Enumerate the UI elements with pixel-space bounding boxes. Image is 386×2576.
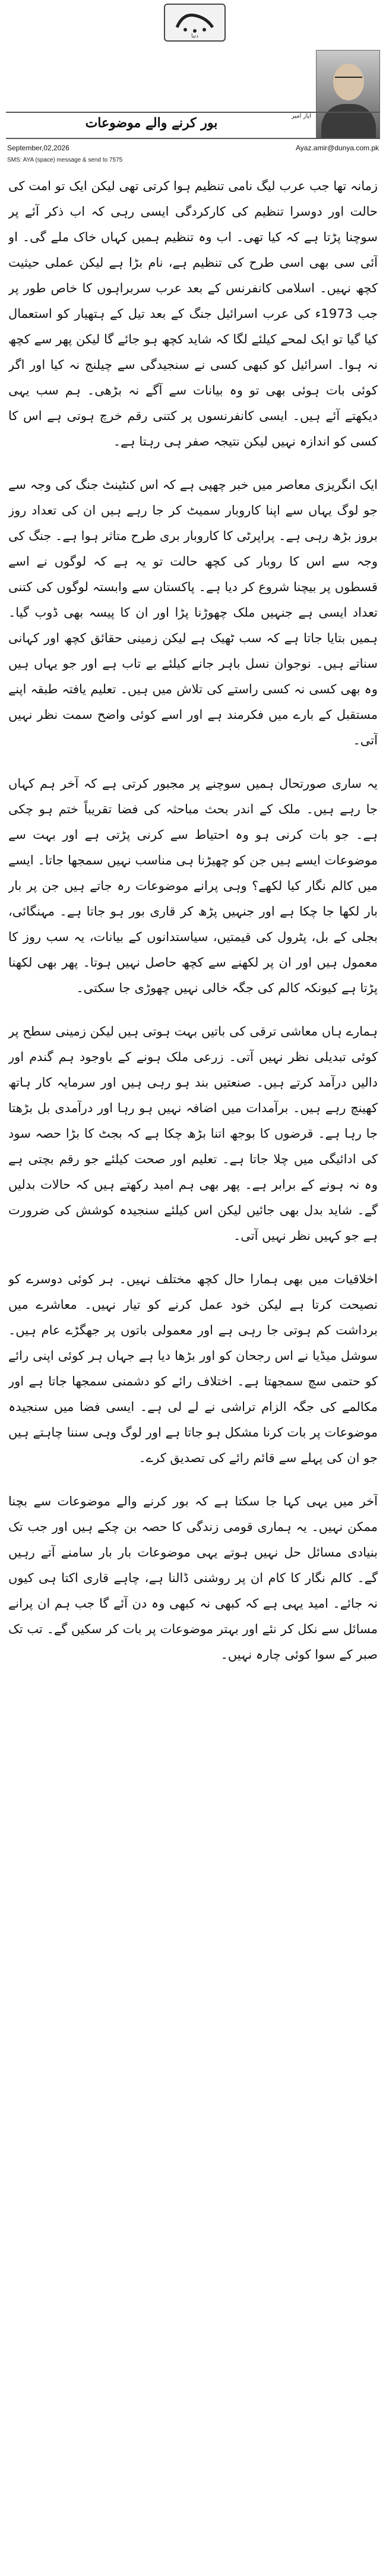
logo-text: دنیا bbox=[191, 33, 198, 39]
column-header bbox=[0, 0, 386, 178]
publish-date: September,02,2026 bbox=[7, 144, 69, 152]
sms-instructions: SMS: AYA (space) message & send to 7575 bbox=[7, 157, 123, 163]
article-paragraph: ایک انگریزی معاصر میں خبر چھپی ہے کہ اس کنٹینٹ جنگ کی وجہ سے جو لوگ یہاں سے اپنا کاروبار سمیٹ کر جا رہے ہیں ان کی تعداد روز بروز بڑھ رہی ہے۔ پراپرٹی کا کاروبار بری طرح متاثر ہوا ہے۔ جنگ کی وجہ سے اس کا روبار کی کچھ حالت تو یہ ہے کہ لوگوں نے اسے قسطوں پر بیچنا شروع کر دیا ہے۔ پاکستان سے وابستہ لوگوں کی کتنی تعداد ایسی ہے جنہیں ملک چھوڑنا پڑا اور ان کا پیسہ بھی ڈوب گیا۔ ہمیں بتایا جاتا ہے کہ سب ٹھیک ہے لیکن زمینی حقائق کچھ اور کہانی سناتے ہیں۔ نوجوان نسل باہر جانے کیلئے بے تاب ہے اور جو یہاں ہیں وہ بھی کسی نہ کسی راستے کی تلاش میں ہیں۔ تعلیم یافتہ طبقہ اپنے مستقبل کے بارے میں فکرمند ہے اور اسے کوئی واضح سمت نظر نہیں آتی۔ bbox=[8, 478, 378, 747]
newspaper-logo bbox=[164, 4, 226, 42]
article-paragraph: آخر میں یہی کہا جا سکتا ہے کہ بور کرنے والے موضوعات سے بچنا ممکن نہیں۔ یہ ہماری قومی زندگی کا حصہ بن چکے ہیں اور جب تک بنیادی مسائل حل نہیں ہوتے یہی موضوعات بار بار سامنے آتے رہیں گے۔ کالم نگار کا کام ان پر روشنی ڈالنا ہے، چاہے قاری اکتا ہی کیوں نہ جائے۔ امید یہی ہے کہ کبھی نہ کبھی وہ دن آئے گا جب ہم ان پرانے مسائل سے نکل کر نئے اور بہتر موضوعات پر بات کر سکیں گے۔ تب تک صبر کے سوا کوئی چارہ نہیں۔ bbox=[8, 1494, 378, 1662]
article-paragraph: ہمارے ہاں معاشی ترقی کی باتیں بہت ہوتی ہیں لیکن زمینی سطح پر کوئی تبدیلی نظر نہیں آتی۔ زرعی ملک ہونے کے باوجود ہم گندم اور دالیں درآمد کرتے ہیں۔ صنعتیں بند ہو رہی ہیں اور سرمایہ کار ہاتھ کھینچ رہے ہیں۔ برآمدات میں اضافہ نہیں ہو رہا اور درآمدی بل بڑھتا جا رہا ہے۔ قرضوں کا بوجھ اتنا بڑھ چکا ہے کہ بجٹ کا بڑا حصہ سود کی ادائیگی میں چلا جاتا ہے۔ تعلیم اور صحت کیلئے جو رقم بچتی ہے وہ نہ ہونے کے برابر ہے۔ پھر بھی ہم امید رکھتے ہیں کہ حالات بدلیں گے۔ شاید بدل بھی جائیں لیکن اس کیلئے سنجیدہ کوشش کی ضرورت ہے جو کہیں نظر نہیں آتی۔ bbox=[8, 1024, 378, 1243]
article-body bbox=[8, 173, 378, 2562]
article-paragraph: اخلاقیات میں بھی ہمارا حال کچھ مختلف نہیں۔ ہر کوئی دوسرے کو نصیحت کرتا ہے لیکن خود عمل کرنے کو تیار نہیں۔ معاشرے میں برداشت کم ہوتی جا رہی ہے اور معمولی باتوں پر جھگڑے عام ہیں۔ سوشل میڈیا نے اس رجحان کو اور بڑھا دیا ہے جہاں ہر کوئی اپنی رائے کو حتمی سچ سمجھتا ہے۔ اختلاف رائے کو دشمنی سمجھا جاتا ہے اور مکالمے کی جگہ الزام تراشی نے لے لی ہے۔ ایسی فضا میں سنجیدہ موضوعات پر بات کرنا مشکل ہو جاتا ہے اور لوگ وہی سننا چاہتے ہیں جو ان کی پہلے سے قائم رائے کی تصدیق کرے۔ bbox=[8, 1272, 378, 1465]
logo-emblem-icon bbox=[171, 10, 219, 36]
article-paragraph: زمانہ تھا جب عرب لیگ نامی تنظیم ہوا کرتی تھی لیکن ایک تو امت کی حالت اور دوسرا تنظیم کی کارکردگی ایسی رہی کہ اب ذکر آئے پر سوچنا پڑتا ہے کہ کیا تھی۔ اب وہ تنظیم ہمیں کہاں خاک ملے گی۔ او آئی سی بھی اسی طرح کی تنظیم ہے، نام بڑا ہے لیکن عملی حیثیت کچھ نہیں۔ اسلامی کانفرنس کے بعد عرب سربراہوں کا خاص طور پر جب 1973ء کی عرب اسرائیل جنگ کے بعد تیل کے ہتھیار کو استعمال کیا گیا تو ایک لمحے کیلئے لگا کہ شاید کچھ ہو جائے گا لیکن پھر سے کچھ نہ ہوا۔ اسرائیل کو کبھی کسی نے سنجیدگی سے چیلنج نہ کیا اور اگر کوئی بات ہوئی بھی تو وہ بیانات سے آگے نہ بڑھی۔ ہم سب یہی دیکھتے آئے ہیں۔ ایسی کانفرنسوں پر کتنی رقم خرچ ہوتی ہے اس کا کسی کو اندازہ نہیں لیکن نتیجہ صفر ہی رہتا ہے۔ bbox=[8, 179, 378, 449]
title-bar bbox=[6, 112, 380, 139]
article-paragraph: یہ ساری صورتحال ہمیں سوچنے پر مجبور کرتی ہے کہ آخر ہم کہاں جا رہے ہیں۔ ملک کے اندر بحث مباحثہ کی فضا تقریباً ختم ہو چکی ہے۔ جو بات کرنی ہو وہ احتیاط سے کرنی پڑتی ہے اور بہت سے موضوعات ایسے ہیں جن کو چھیڑنا ہی مناسب نہیں سمجھا جاتا۔ ایسے میں کالم نگار کیا لکھے؟ وہی پرانے موضوعات رہ جاتے ہیں جن پر بار بار لکھا جا چکا ہے اور جنہیں پڑھ کر قاری بور ہو جاتا ہے۔ مہنگائی، بجلی کے بل، پٹرول کی قیمتیں، سیاستدانوں کے بیانات، یہ سب روز کا معمول ہیں اور ان پر لکھنے سے کچھ حاصل نہیں ہوتا۔ پھر بھی لکھنا پڑتا ہے کیونکہ کالم کی جگہ خالی نہیں چھوڑی جا سکتی۔ bbox=[8, 776, 378, 995]
author-name: ایاز امیر bbox=[291, 113, 311, 119]
author-email: Ayaz.amir@dunya.com.pk bbox=[295, 144, 379, 152]
meta-row bbox=[6, 143, 380, 156]
column-title: بور کرنے والے موضوعات bbox=[85, 115, 218, 131]
